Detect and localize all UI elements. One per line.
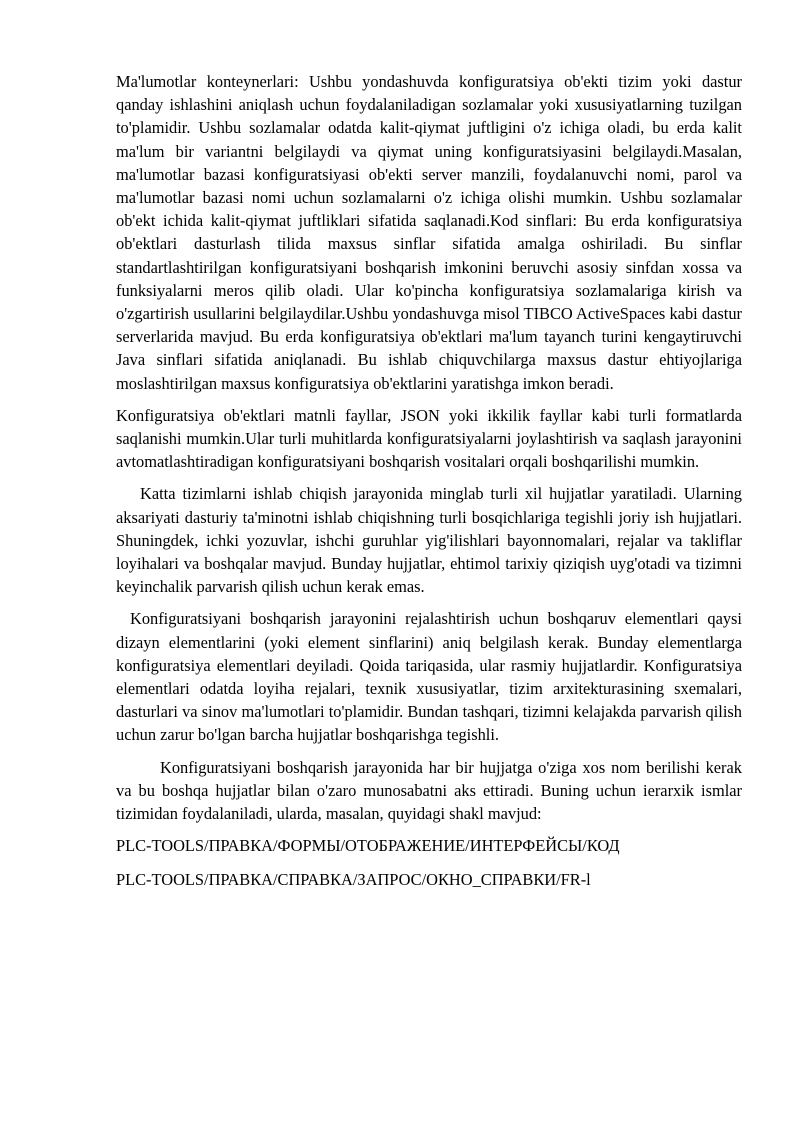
document-page <box>116 70 742 891</box>
example-path-1: PLC-TOOLS/ПРАВКА/ФОРМЫ/ОТОБРАЖЕНИЕ/ИНТЕРФЕЙСЫ/КОД <box>116 836 620 856</box>
paragraph-hierarchical-naming: Konfiguratsiyani boshqarish jarayonida har bir hujjatga o'ziga xos nom berilishi kerak va bu boshqa hujjatlar bilan o'zaro munosabatni aks ettiradi. Buning uchun ierarxik ismlar tizimidan foydalaniladi, ularda, masalan, quyidagi shakl mavjud: <box>116 757 742 824</box>
paragraph-large-systems-documents: Katta tizimlarni ishlab chiqish jarayonida minglab turli xil hujjatlar yaratiladi. Ularning aksariyati dasturiy ta'minotni ishlab chiqishning turli bosqichlariga tegishli joriy ish hujjatlari. Shuningdek, ichki yozuvlar, ishchi guruhlar yig'ilishlari bayonnomalari, rejalar va takliflar loyihalari va boshqalar mavjud. Bunday hujjatlar, ehtimol tarixiy qiziqish uyg'otadi va tizimni keyinchalik parvarish qilish uchun kerak emas. <box>116 484 742 597</box>
paragraph-config-containers: Ma'lumotlar konteynerlari: Ushbu yondashuvda konfiguratsiya ob'ekti tizim yoki dastur qanday ishlashini aniqlash uchun foydalaniladigan sozlamalar yoki xususiyatlarning tuzilgan to'plamidir. Ushbu sozlamalar odatda kalit-qiymat juftligini o'z ichiga oladi, bu erda kalit ma'lum bir variantni belgilaydi va qiymat uning konfiguratsiyasini belgilaydi.Masalan, ma'lumotlar bazasi konfiguratsiyasi ob'ekti server manzili, foydalanuvchi nomi, parol va ma'lumotlar bazasi nomi uchun sozlamalarni o'z ichiga olishi mumkin. Ushbu sozlamalar ob'ekt ichida kalit-qiymat juftliklari sifatida saqlanadi.Kod sinflari: Bu erda konfiguratsiya ob'ektlari dasturlash tilida maxsus sinflar sifatida amalga oshiriladi. Bu sinflar standartlashtirilgan konfiguratsiyani boshqarish imkonini beruvchi asosiy sinfdan xossa va funksiyalarni meros qilib oladi. Ular ko'pincha konfiguratsiya sozlamalariga kirish va o'zgartirish usullarini belgilaydilar.Ushbu yondashuvga misol TIBCO ActiveSpaces kabi dastur serverlarida mavjud. Bu erda konfiguratsiya ob'ektlari ma'lum tayanch turini kengaytiruvchi Java sinflari sifatida aniqlanadi. Bu ishlab chiquvchilarga maxsus dastur ehtiyojlariga moslashtirilgan maxsus konfiguratsiya ob'ektlarini yaratishga imkon beradi. <box>116 72 742 393</box>
paragraph-storage-formats: Konfiguratsiya ob'ektlari matnli fayllar, JSON yoki ikkilik fayllar kabi turli formatlarda saqlanishi mumkin.Ular turli muhitlarda konfiguratsiyalarni joylashtirish va saqlash jarayonini avtomatlashtiradigan konfiguratsiyani boshqarish vositalari orqali boshqarilishi mumkin. <box>116 405 742 472</box>
example-path-2: PLC-TOOLS/ПРАВКА/СПРАВКА/ЗАПРОС/ОКНО_СПРАВКИ/FR-l <box>116 869 591 889</box>
paragraph-configuration-elements: Konfiguratsiyani boshqarish jarayonini rejalashtirish uchun boshqaruv elementlari qaysi dizayn elementlarini (yoki element sinflarini) aniq belgilash kerak. Bunday elementlarga konfiguratsiya elementlari deyiladi. Qoida tariqasida, ular rasmiy hujjatlardir. Konfiguratsiya elementlari odatda loyiha rejalari, texnik xususiyatlar, tizim arxitekturasining sxemalari, dasturlari va sinov ma'lumotlari to'plamidir. Bundan tashqari, tizimni kelajakda parvarish qilish uchun zarur bo'lgan barcha hujjatlar boshqarishga tegishli. <box>116 609 742 745</box>
